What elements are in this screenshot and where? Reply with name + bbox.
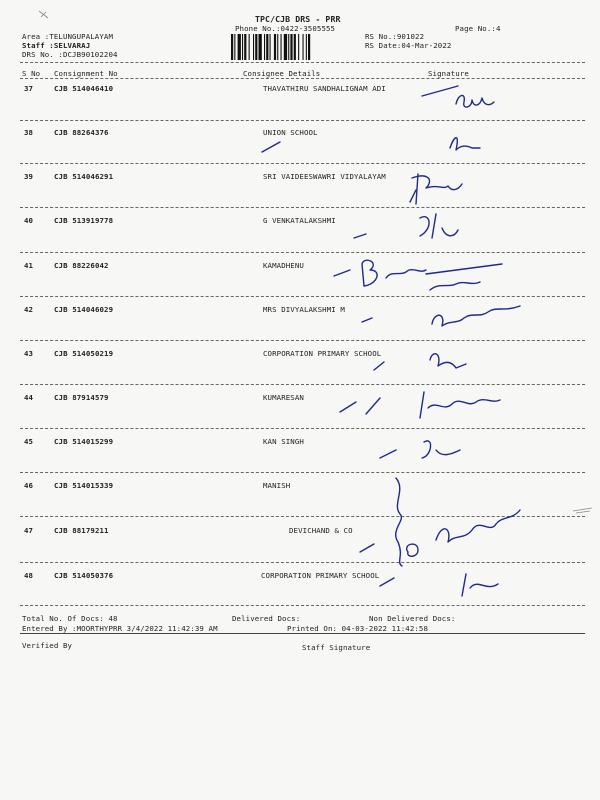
row-consignee: SRI VAIDEESWAWRI VIDYALAYAM [263,172,386,181]
signature-scribble [376,562,516,602]
divider [20,62,585,63]
row-sno: 44 [24,393,34,402]
printed-on: Printed On: 04-03-2022 11:42:58 [287,624,429,633]
divider [20,78,585,79]
row-divider [20,120,585,121]
signature-scribble [350,208,490,250]
staff-signature-label: Staff Signature [302,643,371,652]
row-consignment: CJB 88179211 [54,526,109,535]
rs-date: RS Date:04-Mar-2022 [365,41,452,50]
footer-rule [20,633,585,634]
row-divider [20,296,585,297]
row-divider [20,428,585,429]
non-delivered-docs: Non Delivered Docs: [369,614,456,623]
row-divider [20,252,585,253]
signature-scribble [336,380,506,424]
row-consignee: CORPORATION PRIMARY SCHOOL [263,349,382,358]
signature-scribble [376,428,486,468]
row-consignee: G VENKATALAKSHMI [263,216,336,225]
total-docs: Total No. Of Docs: 48 [22,614,118,623]
signature-scribble [420,84,500,118]
rs-number: RS No.:901022 [365,32,425,41]
row-divider [20,605,585,606]
signature-scribble [330,254,510,300]
row-sno: 40 [24,216,34,225]
drs-number: DRS No. :DCJB90102204 [22,50,118,59]
row-consignment: CJB 514046291 [54,172,114,181]
row-sno: 39 [24,172,34,181]
row-sno: 38 [24,128,34,137]
row-sno: 42 [24,305,34,314]
verified-by: Verified By [22,641,73,650]
document-title: TPC/CJB DRS - PRR [255,14,341,24]
page-number: Page No.:4 [455,24,501,33]
row-divider [20,472,585,473]
col-header-consignment: Consignment No [54,69,118,78]
row-sno: 45 [24,437,34,446]
row-consignment: CJB 514015339 [54,481,114,490]
row-sno: 41 [24,261,34,270]
row-consignment: CJB 514046410 [54,84,114,93]
row-consignment: CJB 87914579 [54,393,109,402]
signature-scribble [408,166,468,210]
row-consignee: CORPORATION PRIMARY SCHOOL [261,571,380,580]
row-consignment: CJB 88226042 [54,261,109,270]
barcode [231,34,359,60]
row-consignee: KAMADHENU [263,261,304,270]
staff-label: Staff :SELVARAJ [22,41,91,50]
col-header-consignee: Consignee Details [243,69,321,78]
row-consignment: CJB 88264376 [54,128,109,137]
row-consignment: CJB 514015299 [54,437,114,446]
entered-by: Entered By :MOORTHYPRR 3/4/2022 11:42:39 AM [22,624,218,633]
row-consignment: CJB 513919778 [54,216,114,225]
row-consignment: CJB 514046029 [54,305,114,314]
delivered-docs: Delivered Docs: [232,614,301,623]
row-consignee: DEVICHAND & CO [289,526,353,535]
print-mark [572,505,594,515]
row-consignee: UNION SCHOOL [263,128,318,137]
row-sno: 47 [24,526,34,535]
signature-scribble [356,470,536,570]
row-divider [20,516,585,517]
row-divider [20,207,585,208]
row-consignment: CJB 514050219 [54,349,114,358]
phone-number: Phone No.:0422-3505555 [235,24,336,33]
print-mark [38,10,50,20]
row-consignee: KAN SINGH [263,437,304,446]
row-sno: 48 [24,571,34,580]
row-sno: 43 [24,349,34,358]
col-header-sno: S No [22,69,41,78]
row-consignee: KUMARESAN [263,393,304,402]
row-divider [20,163,585,164]
row-consignee: THAVATHIRU SANDHALIGNAM ADI [263,84,386,93]
row-sno: 46 [24,481,34,490]
row-consignee: MANISH [263,481,291,490]
row-divider [20,340,585,341]
row-divider [20,384,585,385]
signature-scribble [370,340,510,380]
row-consignee: MRS DIVYALAKSHMI M [263,305,345,314]
signature-scribble [360,296,530,340]
row-sno: 37 [24,84,34,93]
row-consignment: CJB 514050376 [54,571,114,580]
col-header-signature: Signature [428,69,469,78]
area-label: Area :TELUNGUPALAYAM [22,32,113,41]
row-divider [20,562,585,563]
